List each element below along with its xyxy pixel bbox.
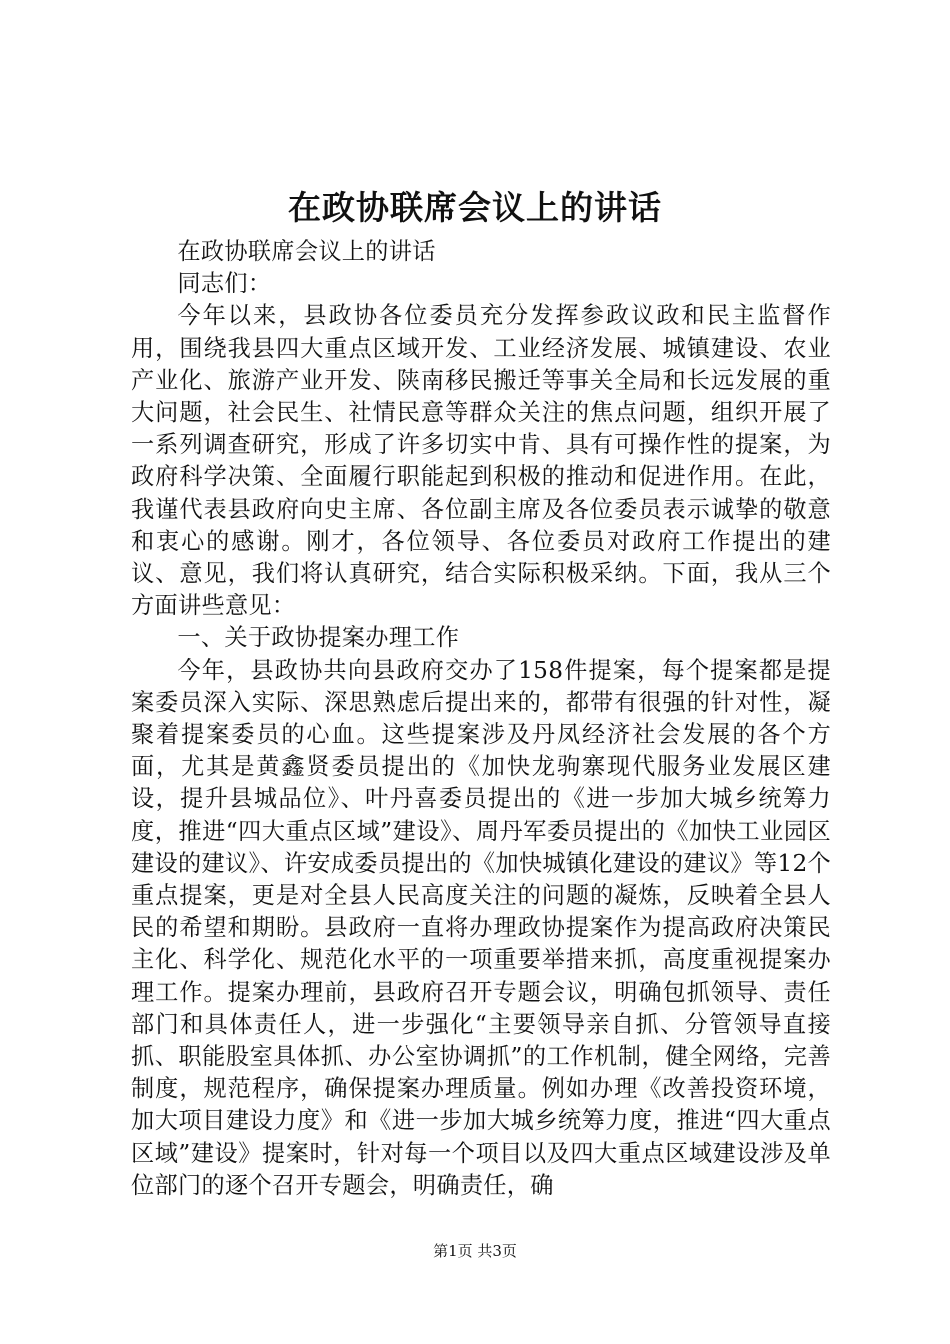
document-body: [131, 236, 831, 1202]
document-title: 在政协联席会议上的讲话: [288, 188, 662, 227]
paragraph-subtitle: 在政协联席会议上的讲话: [177, 238, 436, 265]
paragraph-proposals: 今年，县政协共向县政府交办了158件提案，每个提案都是提案委员深入实际、深思熟虑后提出来的，都带有很强的针对性，凝聚着提案委员的心血。这些提案涉及丹凤经济社会发展的各个方面，尤其是黄鑫贤委员提出的《加快龙驹寨现代服务业发展区建设，提升县城品位》、叶丹喜委员提出的《进一步加大城乡统筹力度，推进“四大重点区域”建设》、周丹军委员提出的《加快工业园区建设的建议》、许安成委员提出的《加快城镇化建设的建议》等12个重点提案，更是对全县人民高度关注的问题的凝炼，反映着全县人民的希望和期盼。县政府一直将办理政协提案作为提高政府决策民主化、科学化、规范化水平的一项重要举措来抓，高度重视提案办理工作。提案办理前，县政府召开专题会议，明确包抓领导、责任部门和具体责任人，进一步强化“主要领导亲自抓、分管领导直接抓、职能股室具体抓、办公室协调抓”的工作机制，健全网络，完善制度，规范程序，确保提案办理质量。例如办理《改善投资环境，加大项目建设力度》和《进一步加大城乡统筹力度，推进“四大重点区域”建设》提案时，针对每一个项目以及四大重点区域建设涉及单位部门的逐个召开专题会，明确责任，确: [131, 656, 831, 1199]
section-heading-1: 一、关于政协提案办理工作: [177, 624, 460, 652]
paragraph-intro: 今年以来，县政协各位委员充分发挥参政议政和民主监督作用，围绕我县四大重点区域开发、工业经济发展、城镇建设、农业产业化、旅游产业开发、陕南移民搬迁等事关全局和长远发展的重大问题，社会民生、社情民意等群众关注的焦点问题，组织开展了一系列调查研究，形成了许多切实中肯、具有可操作性的提案，为政府科学决策、全面履行职能起到积极的推动和促进作用。在此，我谨代表县政府向史主席、各位副主席及各位委员表示诚挚的敬意和衷心的感谢。刚才，各位领导、各位委员对政府工作提出的建议、意见，我们将认真研究，结合实际积极采纳。下面，我从三个方面讲些意见：: [131, 302, 831, 620]
paragraph-salutation: 同志们：: [177, 270, 272, 298]
page-footer: 第1页 共3页: [433, 1242, 517, 1260]
